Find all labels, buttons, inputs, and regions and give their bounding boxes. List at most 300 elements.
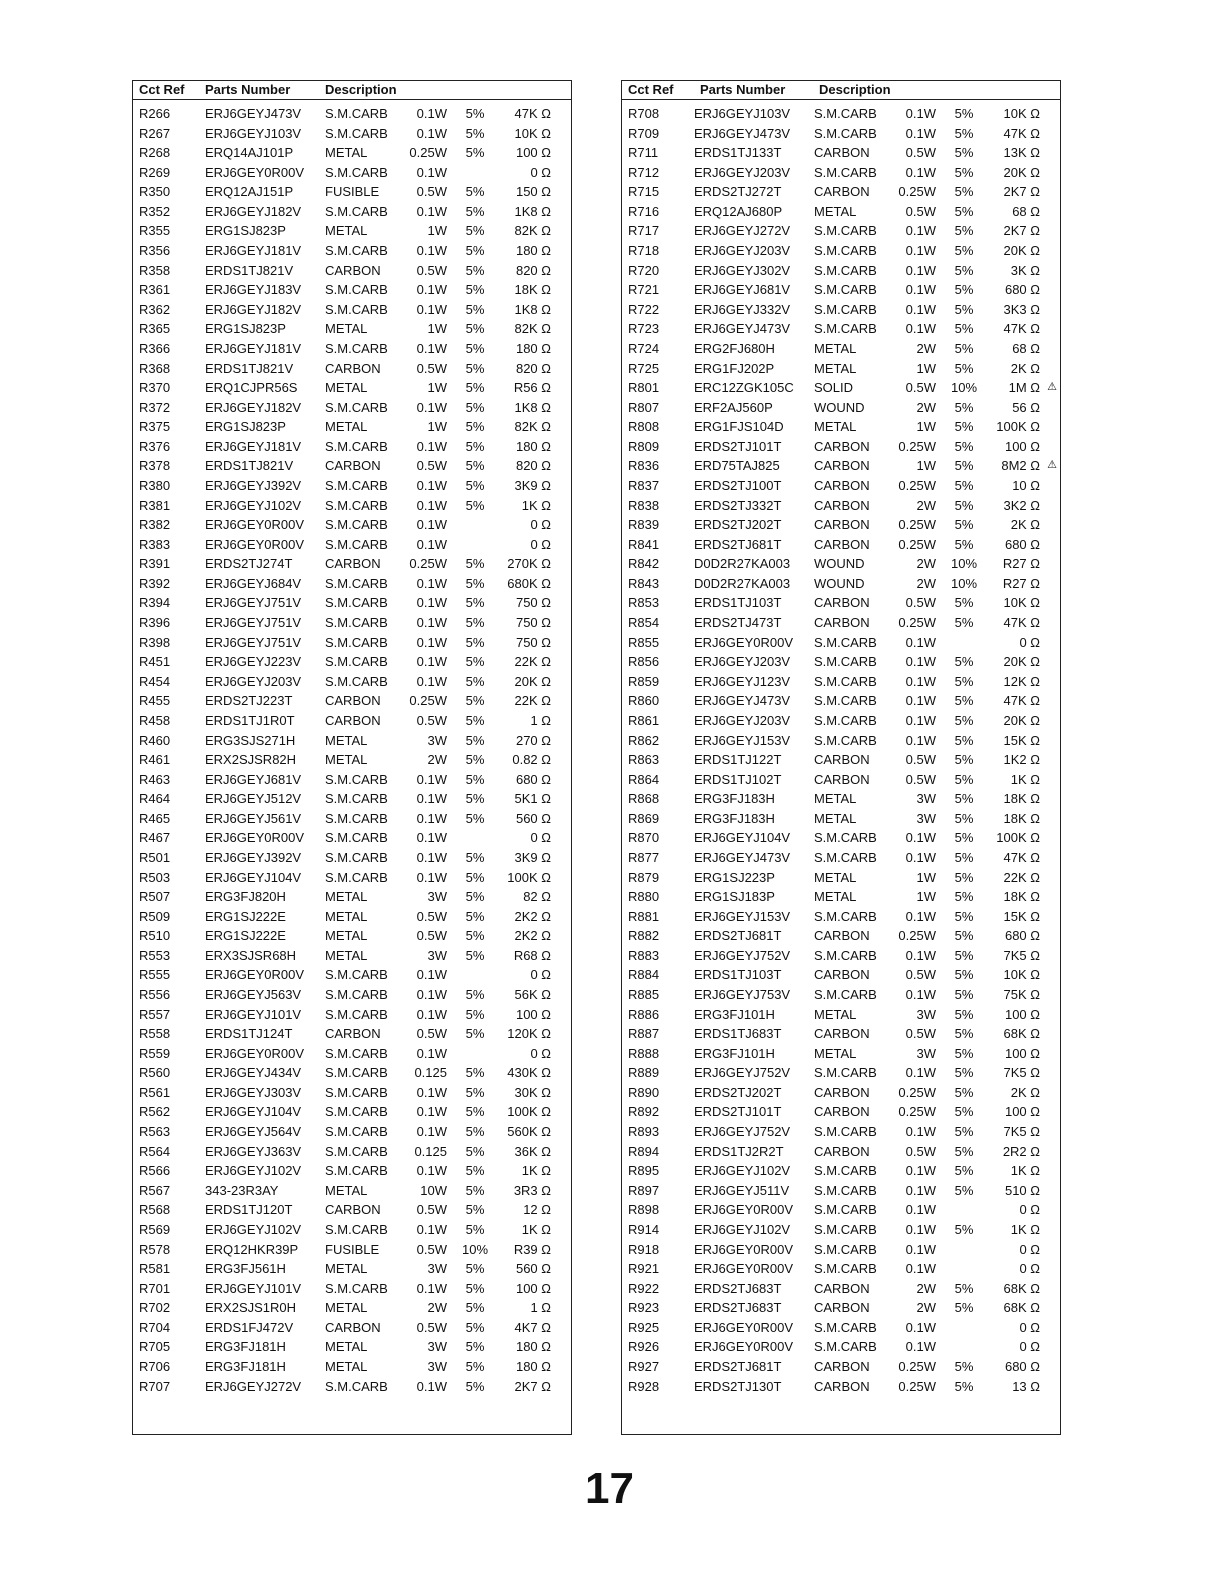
resistance-value-cell: 3K Ω: [1010, 262, 1040, 278]
parts-number-cell: ERG1SJ183P: [694, 889, 775, 905]
resistance-value-cell: 13K Ω: [1003, 145, 1040, 161]
cct-ref-cell: R563: [139, 1124, 171, 1140]
parts-number-cell: ERJ6GEYJ332V: [694, 301, 791, 317]
cct-ref-cell: R461: [139, 752, 171, 768]
description-cell: CARBON: [814, 1026, 870, 1042]
cct-ref-cell: R566: [139, 1163, 171, 1179]
cct-ref-cell: R372: [139, 399, 171, 415]
tolerance-cell: 5%: [954, 517, 974, 533]
parts-number-cell: ERDS2TJ274T: [205, 556, 293, 572]
table-row: [133, 1337, 571, 1357]
tolerance-cell: 5%: [465, 1359, 485, 1374]
wattage-cell: 0.25W: [898, 184, 936, 200]
tolerance-cell: 5%: [954, 791, 974, 807]
parts-number-cell: ERDS2TJ681T: [694, 928, 782, 944]
cct-ref-cell: R893: [628, 1124, 660, 1140]
table-row: [133, 1318, 571, 1338]
description-cell: METAL: [325, 380, 368, 396]
parts-number-cell: ERDS1TJ102T: [694, 771, 782, 787]
description-cell: S.M.CARB: [325, 282, 388, 298]
table-row: [622, 359, 1060, 379]
tolerance-cell: 5%: [465, 947, 485, 963]
cct-ref-cell: R864: [628, 771, 660, 787]
parts-number-cell: ERG1FJ202P: [694, 360, 775, 376]
resistance-value-cell: 820 Ω: [515, 458, 551, 474]
parts-number-cell: ERJ6GEYJ753V: [694, 987, 791, 1003]
tolerance-cell: 5%: [465, 1084, 485, 1100]
resistance-value-cell: 10K Ω: [1003, 106, 1040, 121]
table-row: [133, 1122, 571, 1142]
parts-number-cell: ERDS1TJ133T: [694, 145, 782, 161]
table-row: [622, 828, 1060, 848]
wattage-cell: 0.1W: [905, 243, 936, 259]
cct-ref-cell: R368: [139, 360, 171, 376]
parts-number-cell: ERJ6GEYJ102V: [205, 497, 302, 513]
table-row: [622, 1142, 1060, 1162]
header-cct-ref: Cct Ref: [628, 82, 674, 97]
description-cell: METAL: [814, 419, 857, 435]
wattage-cell: 0.1W: [905, 1163, 936, 1179]
wattage-cell: 0.5W: [416, 928, 447, 944]
resistance-value-cell: 20K Ω: [1003, 654, 1040, 670]
cct-ref-cell: R708: [628, 106, 660, 121]
description-cell: METAL: [325, 1300, 368, 1316]
resistance-value-cell: 15K Ω: [1003, 732, 1040, 748]
resistance-value-cell: 82K Ω: [514, 419, 551, 435]
wattage-cell: 3W: [427, 889, 447, 905]
table-row: [622, 868, 1060, 888]
cct-ref-cell: R712: [628, 164, 660, 180]
tolerance-cell: 5%: [954, 830, 974, 846]
cct-ref-cell: R725: [628, 360, 660, 376]
cct-ref-cell: R855: [628, 634, 660, 650]
cct-ref-cell: R881: [628, 908, 660, 924]
table-row: [133, 1161, 571, 1181]
table-row: [622, 1377, 1060, 1397]
cct-ref-cell: R868: [628, 791, 660, 807]
table-row: [133, 1181, 571, 1201]
parts-number-cell: ERG1SJ823P: [205, 321, 286, 337]
table-row: [622, 593, 1060, 613]
tolerance-cell: 5%: [465, 340, 485, 356]
cct-ref-cell: R801: [628, 380, 660, 396]
description-cell: S.M.CARB: [814, 164, 877, 180]
resistance-value-cell: R39 Ω: [513, 1241, 551, 1257]
wattage-cell: 0.1W: [416, 967, 447, 983]
wattage-cell: 0.5W: [416, 360, 447, 376]
tolerance-cell: 5%: [954, 125, 974, 141]
parts-number-cell: ERJ6GEY0R00V: [205, 967, 304, 983]
cct-ref-cell: R557: [139, 1006, 171, 1022]
description-cell: S.M.CARB: [814, 849, 877, 865]
wattage-cell: 0.1W: [905, 693, 936, 709]
cct-ref-cell: R350: [139, 184, 171, 200]
description-cell: CARBON: [814, 1143, 870, 1159]
wattage-cell: 0.25W: [898, 438, 936, 454]
tolerance-cell: 5%: [465, 771, 485, 787]
wattage-cell: 0.1W: [905, 849, 936, 865]
table-row: [622, 300, 1060, 320]
wattage-cell: 0.1W: [905, 732, 936, 748]
tolerance-cell: 5%: [465, 360, 485, 376]
description-cell: S.M.CARB: [814, 732, 877, 748]
table-row: [622, 202, 1060, 222]
tolerance-cell: 5%: [465, 203, 485, 219]
table-row: [622, 515, 1060, 535]
page-number: 17: [585, 1464, 634, 1513]
resistance-value-cell: 75K Ω: [1003, 987, 1040, 1003]
table-row: [133, 926, 571, 946]
tolerance-cell: 5%: [954, 1359, 974, 1374]
parts-number-cell: ERF2AJ560P: [694, 399, 773, 415]
resistance-value-cell: 0 Ω: [530, 1045, 551, 1061]
tolerance-cell: 5%: [954, 321, 974, 337]
resistance-value-cell: 750 Ω: [515, 634, 551, 650]
table-row: [622, 319, 1060, 339]
description-cell: METAL: [814, 1045, 857, 1061]
table-row: [622, 104, 1060, 124]
cct-ref-cell: R718: [628, 243, 660, 259]
cct-ref-cell: R842: [628, 556, 660, 572]
resistance-value-cell: 100K Ω: [507, 869, 551, 885]
parts-number-cell: ERG1FJS104D: [694, 419, 784, 435]
resistance-value-cell: 100 Ω: [1004, 438, 1040, 454]
tolerance-cell: 5%: [954, 497, 974, 513]
parts-number-cell: ERX2SJSR82H: [205, 752, 297, 768]
resistance-value-cell: 120K Ω: [507, 1026, 551, 1042]
parts-number-cell: D0D2R27KA003: [694, 556, 791, 572]
resistance-value-cell: 680K Ω: [507, 575, 551, 591]
parts-number-cell: ERJ6GEYJ752V: [694, 1124, 791, 1140]
wattage-cell: 0.5W: [905, 1026, 936, 1042]
wattage-cell: 0.1W: [416, 615, 447, 631]
resistance-value-cell: 3K9 Ω: [514, 849, 551, 865]
cct-ref-cell: R361: [139, 282, 171, 298]
resistance-value-cell: 47K Ω: [1003, 615, 1040, 631]
wattage-cell: 3W: [916, 1006, 936, 1022]
parts-number-cell: ERJ6GEYJ103V: [205, 125, 302, 141]
wattage-cell: 2W: [427, 1300, 447, 1316]
table-row: [622, 1044, 1060, 1064]
cct-ref-cell: R711: [628, 145, 659, 161]
cct-ref-cell: R356: [139, 243, 171, 259]
header-cct-ref: Cct Ref: [139, 82, 185, 97]
parts-number-cell: ERJ6GEY0R00V: [694, 1339, 793, 1355]
resistance-value-cell: 0 Ω: [530, 517, 551, 533]
parts-number-cell: ERG3SJS271H: [205, 732, 296, 748]
resistance-value-cell: 560 Ω: [515, 1261, 551, 1277]
table-row: [622, 1063, 1060, 1083]
table-row: [622, 1240, 1060, 1260]
wattage-cell: 0.5W: [905, 145, 936, 161]
tolerance-cell: 5%: [465, 791, 485, 807]
resistance-value-cell: 20K Ω: [514, 673, 551, 689]
tolerance-cell: 5%: [954, 243, 974, 259]
description-cell: METAL: [325, 1339, 368, 1355]
resistance-value-cell: 47K Ω: [1003, 125, 1040, 141]
wattage-cell: 0.125: [414, 1143, 447, 1159]
tolerance-cell: 5%: [954, 1378, 974, 1394]
tolerance-cell: 5%: [954, 1065, 974, 1081]
description-cell: METAL: [325, 1261, 368, 1277]
table-row: [133, 711, 571, 731]
resistance-value-cell: 68 Ω: [1012, 340, 1040, 356]
table-row: [133, 456, 571, 476]
table-row: [133, 887, 571, 907]
header-description: Description: [325, 82, 397, 97]
table-row: [133, 221, 571, 241]
cct-ref-cell: R269: [139, 164, 171, 180]
table-row: [133, 1083, 571, 1103]
table-row: [622, 1102, 1060, 1122]
description-cell: S.M.CARB: [814, 987, 877, 1003]
parts-number-cell: ERD75TAJ825: [694, 458, 780, 474]
resistance-value-cell: 0 Ω: [1019, 1339, 1040, 1355]
tolerance-cell: 5%: [465, 223, 485, 239]
wattage-cell: 0.1W: [416, 869, 447, 885]
cct-ref-cell: R380: [139, 477, 171, 493]
cct-ref-cell: R569: [139, 1221, 171, 1237]
wattage-cell: 0.1W: [416, 477, 447, 493]
table-row: [133, 672, 571, 692]
table-row: [133, 1005, 571, 1025]
table-row: [622, 633, 1060, 653]
resistance-value-cell: 2K Ω: [1010, 360, 1040, 376]
resistance-value-cell: 3K3 Ω: [1003, 301, 1040, 317]
parts-number-cell: D0D2R27KA003: [694, 575, 791, 591]
resistance-value-cell: 100K Ω: [996, 830, 1040, 846]
resistance-value-cell: 20K Ω: [1003, 712, 1040, 728]
resistance-value-cell: 1K Ω: [521, 1221, 551, 1237]
wattage-cell: 0.1W: [416, 673, 447, 689]
table-row: [133, 1102, 571, 1122]
table-row: [622, 848, 1060, 868]
wattage-cell: 0.1W: [416, 634, 447, 650]
tolerance-cell: 5%: [954, 869, 974, 885]
cct-ref-cell: R381: [139, 497, 171, 513]
description-cell: CARBON: [325, 712, 381, 728]
description-cell: CARBON: [814, 1378, 870, 1394]
table-row: [133, 1142, 571, 1162]
cct-ref-cell: R884: [628, 967, 660, 983]
wattage-cell: 0.1W: [905, 1202, 936, 1218]
description-cell: S.M.CARB: [814, 321, 877, 337]
parts-number-cell: ERJ6GEYJ102V: [205, 1163, 302, 1179]
cct-ref-cell: R922: [628, 1280, 660, 1296]
parts-number-cell: ERDS2TJ202T: [694, 1084, 782, 1100]
parts-number-cell: ERJ6GEY0R00V: [205, 517, 304, 533]
parts-number-cell: ERJ6GEYJ473V: [694, 321, 791, 337]
description-cell: FUSIBLE: [325, 1241, 380, 1257]
parts-number-cell: ERJ6GEYJ181V: [205, 340, 302, 356]
resistance-value-cell: 4K7 Ω: [514, 1319, 551, 1335]
parts-number-cell: ERJ6GEYJ183V: [205, 282, 302, 298]
description-cell: CARBON: [814, 615, 870, 631]
description-cell: WOUND: [814, 399, 865, 415]
wattage-cell: 0.1W: [905, 164, 936, 180]
tolerance-cell: 5%: [465, 1221, 485, 1237]
parts-number-cell: ERG3FJ181H: [205, 1359, 286, 1374]
resistance-value-cell: 22K Ω: [514, 654, 551, 670]
cct-ref-cell: R890: [628, 1084, 660, 1100]
table-row: [622, 143, 1060, 163]
wattage-cell: 0.1W: [905, 1241, 936, 1257]
table-row: [133, 182, 571, 202]
table-row: [133, 554, 571, 574]
tolerance-cell: 5%: [954, 106, 974, 121]
resistance-value-cell: 270K Ω: [507, 556, 551, 572]
description-cell: CARBON: [814, 1084, 870, 1100]
wattage-cell: 0.1W: [416, 497, 447, 513]
description-cell: CARBON: [325, 556, 381, 572]
cct-ref-cell: R880: [628, 889, 660, 905]
parts-number-cell: ERJ6GEYJ101V: [205, 1280, 302, 1296]
tolerance-cell: 5%: [954, 262, 974, 278]
description-cell: CARBON: [814, 752, 870, 768]
cct-ref-cell: R860: [628, 693, 660, 709]
parts-number-cell: ERJ6GEYJ102V: [205, 1221, 302, 1237]
description-cell: CARBON: [814, 928, 870, 944]
cct-ref-cell: R838: [628, 497, 660, 513]
resistance-value-cell: 2K Ω: [1010, 517, 1040, 533]
description-cell: S.M.CARB: [325, 673, 388, 689]
resistance-value-cell: 56 Ω: [1012, 399, 1040, 415]
tolerance-cell: 5%: [465, 419, 485, 435]
resistance-value-cell: 0 Ω: [1019, 1261, 1040, 1277]
resistance-value-cell: 2K Ω: [1010, 1084, 1040, 1100]
cct-ref-cell: R562: [139, 1104, 171, 1120]
wattage-cell: 0.1W: [416, 1163, 447, 1179]
description-cell: CARBON: [814, 517, 870, 533]
resistance-value-cell: 750 Ω: [515, 615, 551, 631]
cct-ref-cell: R267: [139, 125, 171, 141]
wattage-cell: 3W: [916, 810, 936, 826]
parts-number-cell: ERJ6GEYJ751V: [205, 615, 302, 631]
parts-number-cell: ERJ6GEYJ182V: [205, 399, 302, 415]
parts-number-cell: ERJ6GEYJ223V: [205, 654, 302, 670]
tolerance-cell: 5%: [954, 947, 974, 963]
resistance-value-cell: R27 Ω: [1002, 575, 1040, 591]
description-cell: METAL: [814, 869, 857, 885]
tolerance-cell: 10%: [461, 1241, 489, 1257]
parts-number-cell: ERDS2TJ681T: [694, 1359, 782, 1374]
wattage-cell: 0.1W: [416, 438, 447, 454]
parts-number-cell: ERDS1TJ683T: [694, 1026, 782, 1042]
tolerance-cell: 5%: [465, 399, 485, 415]
description-cell: CARBON: [814, 184, 870, 200]
tolerance-cell: 5%: [954, 1104, 974, 1120]
wattage-cell: 0.1W: [905, 1319, 936, 1335]
cct-ref-cell: R716: [628, 203, 660, 219]
description-cell: S.M.CARB: [325, 1143, 388, 1159]
cct-ref-cell: R366: [139, 340, 171, 356]
wattage-cell: 0.1W: [905, 1339, 936, 1355]
parts-table-left: [132, 80, 572, 1435]
description-cell: S.M.CARB: [814, 262, 877, 278]
table-row: [622, 887, 1060, 907]
cct-ref-cell: R560: [139, 1065, 171, 1081]
tolerance-cell: 5%: [954, 673, 974, 689]
wattage-cell: 1W: [916, 360, 936, 376]
cct-ref-cell: R455: [139, 693, 171, 709]
wattage-cell: 0.5W: [905, 203, 936, 219]
resistance-value-cell: 1 Ω: [530, 712, 551, 728]
description-cell: S.M.CARB: [325, 1221, 388, 1237]
resistance-value-cell: 47K Ω: [1003, 693, 1040, 709]
table-row: [622, 1220, 1060, 1240]
table-row: [133, 828, 571, 848]
parts-number-cell: ERJ6GEYJ681V: [205, 771, 302, 787]
description-cell: CARBON: [814, 1104, 870, 1120]
tolerance-cell: 5%: [954, 928, 974, 944]
description-cell: S.M.CARB: [814, 125, 877, 141]
tolerance-cell: 5%: [465, 1124, 485, 1140]
cct-ref-cell: R510: [139, 928, 171, 944]
cct-ref-cell: R869: [628, 810, 660, 826]
description-cell: S.M.CARB: [814, 1339, 877, 1355]
wattage-cell: 0.25W: [898, 477, 936, 493]
tolerance-cell: 5%: [465, 1182, 485, 1198]
table-row: [133, 731, 571, 751]
resistance-value-cell: 180 Ω: [515, 243, 551, 259]
tolerance-cell: 5%: [954, 477, 974, 493]
wattage-cell: 0.5W: [416, 458, 447, 474]
table-row: [133, 1298, 571, 1318]
parts-number-cell: ERJ6GEYJ203V: [205, 673, 302, 689]
resistance-value-cell: 10 Ω: [1012, 477, 1040, 493]
cct-ref-cell: R861: [628, 712, 660, 728]
wattage-cell: 3W: [427, 1359, 447, 1374]
wattage-cell: 1W: [916, 458, 936, 474]
resistance-value-cell: 680 Ω: [1004, 282, 1040, 298]
tolerance-cell: 5%: [465, 458, 485, 474]
tolerance-cell: 5%: [465, 1261, 485, 1277]
wattage-cell: 0.25W: [409, 556, 447, 572]
tolerance-cell: 5%: [954, 712, 974, 728]
parts-number-cell: ERG3FJ181H: [205, 1339, 286, 1355]
description-cell: METAL: [325, 908, 368, 924]
wattage-cell: 0.1W: [905, 282, 936, 298]
table-row: [133, 280, 571, 300]
description-cell: CARBON: [325, 360, 381, 376]
parts-number-cell: ERJ6GEYJ153V: [694, 908, 791, 924]
tolerance-cell: 5%: [954, 184, 974, 200]
description-cell: METAL: [325, 1359, 368, 1374]
description-cell: METAL: [325, 145, 368, 161]
description-cell: S.M.CARB: [325, 164, 388, 180]
description-cell: METAL: [325, 928, 368, 944]
parts-number-cell: ERJ6GEYJ564V: [205, 1124, 302, 1140]
cct-ref-cell: R836: [628, 458, 660, 474]
table-row: [622, 926, 1060, 946]
description-cell: S.M.CARB: [814, 908, 877, 924]
parts-number-cell: ERDS1TJ122T: [694, 752, 782, 768]
description-cell: S.M.CARB: [325, 654, 388, 670]
description-cell: S.M.CARB: [325, 1104, 388, 1120]
wattage-cell: 0.1W: [905, 262, 936, 278]
parts-number-cell: ERJ6GEY0R00V: [205, 164, 304, 180]
cct-ref-cell: R863: [628, 752, 660, 768]
resistance-value-cell: 20K Ω: [1003, 243, 1040, 259]
tolerance-cell: 5%: [465, 301, 485, 317]
description-cell: S.M.CARB: [814, 673, 877, 689]
tolerance-cell: 5%: [465, 1065, 485, 1081]
description-cell: METAL: [325, 752, 368, 768]
cct-ref-cell: R706: [139, 1359, 171, 1374]
description-cell: S.M.CARB: [325, 810, 388, 826]
wattage-cell: 0.1W: [416, 575, 447, 591]
parts-number-cell: ERJ6GEY0R00V: [205, 536, 304, 552]
